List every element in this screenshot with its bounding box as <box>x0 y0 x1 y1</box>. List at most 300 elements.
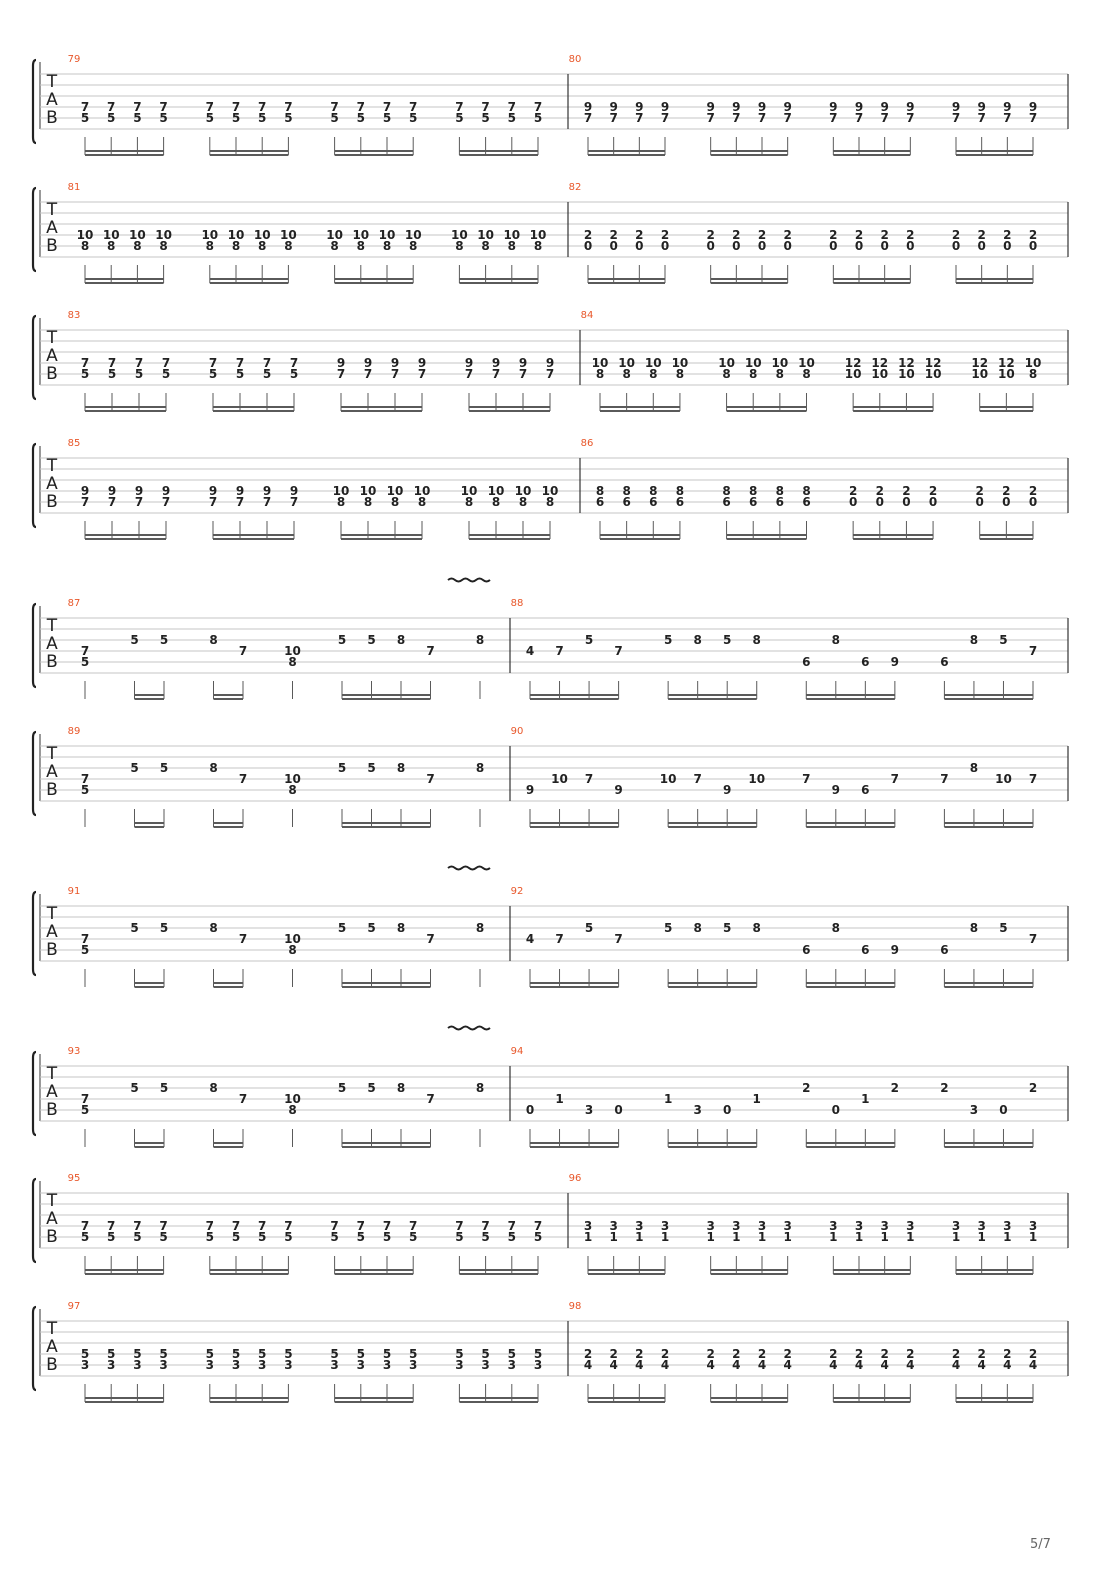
fret-number: 2 <box>1028 228 1038 242</box>
fret-number: 5 <box>356 1230 365 1244</box>
fret-number: 4 <box>525 932 535 946</box>
tab-system <box>33 1027 1068 1148</box>
fret-number: 5 <box>159 761 169 775</box>
tab-note <box>330 1347 338 1402</box>
tab-note <box>609 228 617 283</box>
tab-note <box>906 228 914 283</box>
fret-number: 0 <box>999 1103 1008 1117</box>
fret-number: 5 <box>235 367 245 381</box>
tab-note <box>258 1219 266 1274</box>
fret-number: 2 <box>951 228 961 242</box>
tab-note <box>130 921 138 987</box>
fret-number: 0 <box>732 239 741 253</box>
fret-number: 5 <box>205 1347 214 1361</box>
fret-number: 5 <box>330 1347 339 1361</box>
fret-number: 2 <box>609 1347 618 1361</box>
fret-number: 9 <box>545 356 555 370</box>
fret-number: 5 <box>507 1347 516 1361</box>
fret-number: 0 <box>660 239 670 253</box>
fret-number: 2 <box>802 1081 811 1095</box>
tab-note <box>614 932 622 987</box>
fret-number: 5 <box>159 1347 168 1361</box>
fret-number: 0 <box>829 239 838 253</box>
tab-note <box>232 100 240 155</box>
fret-number: 10 <box>326 228 343 242</box>
fret-number: 10 <box>129 228 146 242</box>
fret-number: 5 <box>507 1230 516 1244</box>
tab-note <box>977 228 985 283</box>
fret-number: 8 <box>80 239 90 253</box>
fret-number: 5 <box>481 1230 490 1244</box>
fret-number: 9 <box>829 100 838 114</box>
fret-number: 7 <box>330 1219 339 1233</box>
fret-number: 0 <box>1003 239 1012 253</box>
fret-number: 8 <box>1028 367 1038 381</box>
tab-note <box>622 484 630 539</box>
tab-note <box>160 1081 168 1147</box>
fret-number: 10 <box>284 1092 301 1106</box>
fret-number: 10 <box>460 484 478 498</box>
tab-note <box>461 484 478 539</box>
fret-number: 4 <box>977 1358 986 1372</box>
fret-number: 0 <box>1002 495 1011 509</box>
fret-number: 6 <box>940 943 949 957</box>
fret-number: 5 <box>133 1347 142 1361</box>
fret-number: 3 <box>829 1219 838 1233</box>
tab-system <box>33 1301 1068 1402</box>
clef-letter-b: B <box>46 652 58 672</box>
fret-number: 8 <box>507 239 516 253</box>
fret-number: 7 <box>757 111 767 125</box>
fret-number: 5 <box>130 1081 139 1095</box>
tab-note <box>783 1347 791 1402</box>
fret-number: 7 <box>208 495 218 509</box>
fret-number: 7 <box>107 100 116 114</box>
tab-note <box>555 932 563 987</box>
fret-number: 10 <box>451 228 468 242</box>
fret-number: 0 <box>614 1103 623 1117</box>
fret-number: 9 <box>660 100 670 114</box>
tab-note <box>508 1347 516 1402</box>
fret-number: 7 <box>80 1092 90 1106</box>
tab-note <box>952 1219 960 1274</box>
tab-note <box>364 356 372 411</box>
clef-letter-a: A <box>46 474 58 494</box>
fret-number: 8 <box>545 495 555 509</box>
fret-number: 7 <box>880 111 889 125</box>
tab-note <box>898 356 915 411</box>
fret-number: 1 <box>1028 1230 1038 1244</box>
fret-number: 7 <box>426 1092 435 1106</box>
fret-number: 3 <box>481 1358 490 1372</box>
tab-note <box>555 1092 563 1147</box>
tab-note <box>465 356 473 411</box>
tab-note <box>357 1219 365 1274</box>
fret-number: 8 <box>533 239 543 253</box>
fret-number: 0 <box>977 239 986 253</box>
tab-note <box>481 100 489 155</box>
clef-letter-t: T <box>46 456 58 476</box>
fret-number: 7 <box>890 772 900 786</box>
fret-number: 9 <box>80 484 90 498</box>
fret-number: 8 <box>455 239 464 253</box>
fret-number: 8 <box>775 484 785 498</box>
fret-number: 7 <box>1028 644 1038 658</box>
fret-number: 5 <box>231 111 241 125</box>
fret-number: 6 <box>940 655 949 669</box>
tab-note <box>338 761 346 827</box>
fret-number: 7 <box>238 644 248 658</box>
fret-number: 8 <box>396 1081 406 1095</box>
tab-note <box>107 1347 115 1402</box>
fret-number: 0 <box>757 239 767 253</box>
fret-number: 4 <box>757 1358 767 1372</box>
tab-note <box>861 1092 869 1147</box>
tab-note <box>159 100 167 155</box>
fret-number: 6 <box>622 495 631 509</box>
tab-note <box>661 228 669 283</box>
fret-number: 7 <box>80 356 90 370</box>
fret-number: 1 <box>951 1230 961 1244</box>
fret-number: 8 <box>382 239 392 253</box>
clef-letter-a: A <box>46 762 58 782</box>
fret-number: 8 <box>356 239 365 253</box>
tab-note <box>476 761 484 827</box>
fret-number: 5 <box>584 633 594 647</box>
fret-number: 7 <box>205 1219 214 1233</box>
tab-note <box>526 644 534 699</box>
fret-number: 7 <box>1028 111 1038 125</box>
fret-number: 8 <box>675 484 685 498</box>
tab-note <box>802 484 810 539</box>
tab-note <box>609 1347 617 1402</box>
fret-number: 10 <box>995 772 1012 786</box>
fret-number: 5 <box>284 111 293 125</box>
fret-number: 7 <box>80 1219 90 1233</box>
fret-number: 5 <box>80 1347 90 1361</box>
fret-number: 5 <box>533 111 543 125</box>
tab-note <box>236 356 244 411</box>
fret-number: 7 <box>133 100 142 114</box>
tab-note <box>891 772 899 827</box>
tab-note <box>676 484 684 539</box>
tab-note <box>952 1347 960 1402</box>
tab-note <box>290 484 298 539</box>
tab-note <box>706 100 714 155</box>
tab-note <box>284 644 301 699</box>
fret-number: 5 <box>356 1347 365 1361</box>
tab-note <box>661 100 669 155</box>
fret-number: 7 <box>609 111 618 125</box>
fret-number: 5 <box>80 367 90 381</box>
clef-letter-t: T <box>46 200 58 220</box>
tab-note <box>1029 644 1037 699</box>
fret-number: 7 <box>382 1219 392 1233</box>
measure-number: 86 <box>580 438 594 449</box>
tab-note <box>693 772 701 827</box>
tab-note <box>1029 484 1037 539</box>
tab-note <box>426 1092 434 1147</box>
measure-number: 80 <box>568 54 582 65</box>
tab-note <box>861 655 869 699</box>
fret-number: 3 <box>977 1219 986 1233</box>
fret-number: 5 <box>367 921 376 935</box>
fret-number: 9 <box>289 484 299 498</box>
fret-number: 3 <box>356 1358 365 1372</box>
fret-number: 2 <box>880 228 889 242</box>
page-number: 5/7 <box>1030 1537 1051 1552</box>
fret-number: 7 <box>481 1219 490 1233</box>
fret-number: 7 <box>336 367 346 381</box>
tab-note <box>383 100 391 155</box>
fret-number: 7 <box>258 1219 267 1233</box>
fret-number: 7 <box>356 1219 365 1233</box>
tab-note <box>236 484 244 539</box>
fret-number: 10 <box>541 484 559 498</box>
fret-number: 1 <box>752 1092 761 1106</box>
fret-number: 7 <box>518 367 528 381</box>
tab-note <box>239 1092 247 1147</box>
fret-number: 8 <box>107 239 116 253</box>
tab-note <box>81 1092 89 1147</box>
fret-number: 5 <box>80 1230 90 1244</box>
fret-number: 3 <box>635 1219 644 1233</box>
fret-number: 7 <box>107 1219 116 1233</box>
fret-number: 3 <box>133 1358 142 1372</box>
tab-note <box>107 100 115 155</box>
fret-number: 10 <box>898 367 915 381</box>
fret-number: 7 <box>231 1219 241 1233</box>
vibrato-mark <box>448 579 490 582</box>
clef-letter-t: T <box>46 904 58 924</box>
fret-number: 12 <box>924 356 942 370</box>
fret-number: 7 <box>262 495 272 509</box>
tab-note <box>555 644 563 699</box>
fret-number: 0 <box>880 239 889 253</box>
clef-letter-b: B <box>46 1227 58 1247</box>
fret-number: 5 <box>258 1347 267 1361</box>
tab-note <box>451 228 468 283</box>
tab-note <box>162 484 170 539</box>
fret-number: 7 <box>235 495 245 509</box>
fret-number: 9 <box>208 484 218 498</box>
tab-note <box>861 943 869 987</box>
fret-number: 7 <box>584 772 594 786</box>
fret-number: 2 <box>1028 1081 1038 1095</box>
fret-number: 5 <box>205 111 214 125</box>
tab-note <box>1029 1347 1037 1402</box>
clef-letter-a: A <box>46 922 58 942</box>
tab-note <box>1029 1081 1037 1147</box>
fret-number: 5 <box>107 111 116 125</box>
fret-number: 5 <box>80 783 90 797</box>
tab-note <box>239 772 247 827</box>
tab-note <box>426 932 434 987</box>
fret-number: 5 <box>134 367 144 381</box>
fret-number: 8 <box>722 367 731 381</box>
fret-number: 7 <box>80 495 90 509</box>
tab-note <box>383 1219 391 1274</box>
fret-number: 5 <box>382 111 392 125</box>
fret-number: 3 <box>906 1219 915 1233</box>
fret-number: 8 <box>802 367 811 381</box>
fret-number: 7 <box>409 1219 418 1233</box>
tab-note <box>649 484 657 539</box>
tab-note <box>832 633 840 699</box>
tab-system <box>33 579 1068 700</box>
fret-number: 3 <box>258 1358 267 1372</box>
vibrato-mark <box>448 1027 490 1030</box>
clef-letter-b: B <box>46 492 58 512</box>
fret-number: 5 <box>337 1081 347 1095</box>
tab-note <box>645 356 662 411</box>
tab-note <box>664 633 672 699</box>
fret-number: 8 <box>209 921 218 935</box>
measure-number: 93 <box>67 1046 81 1057</box>
measure-number: 83 <box>67 310 81 321</box>
tab-note <box>209 761 217 827</box>
fret-number: 7 <box>238 1092 248 1106</box>
system-bracket <box>33 1307 36 1390</box>
tab-note <box>526 932 534 987</box>
fret-number: 10 <box>998 367 1015 381</box>
fret-number: 5 <box>284 1347 293 1361</box>
tab-note <box>871 356 888 411</box>
fret-number: 12 <box>871 356 889 370</box>
fret-number: 10 <box>227 228 245 242</box>
tab-note <box>232 1219 240 1274</box>
tab-note <box>855 1347 863 1402</box>
tab-note <box>758 100 766 155</box>
tab-note <box>1029 932 1037 987</box>
tab-note <box>81 100 89 155</box>
clef-letter-a: A <box>46 218 58 238</box>
fret-number: 0 <box>951 239 961 253</box>
tab-note <box>880 1347 888 1402</box>
tab-note <box>239 932 247 987</box>
fret-number: 7 <box>491 367 501 381</box>
fret-number: 8 <box>831 633 840 647</box>
fret-number: 3 <box>693 1103 702 1117</box>
tab-note <box>209 484 217 539</box>
tab-note <box>723 1103 731 1147</box>
tab-note <box>492 356 500 411</box>
clef-letter-b: B <box>46 1100 58 1120</box>
fret-number: 7 <box>80 772 90 786</box>
tab-system <box>33 54 1068 155</box>
fret-number: 3 <box>732 1219 741 1233</box>
fret-number: 9 <box>906 100 915 114</box>
fret-number: 4 <box>583 1358 593 1372</box>
tab-note <box>206 100 214 155</box>
fret-number: 10 <box>659 772 677 786</box>
fret-number: 12 <box>971 356 989 370</box>
tab-note <box>661 1347 669 1402</box>
fret-number: 5 <box>663 921 673 935</box>
tab-note <box>745 356 762 411</box>
fret-number: 7 <box>161 495 171 509</box>
system-bracket <box>33 1179 36 1262</box>
tab-note <box>426 644 434 699</box>
fret-number: 6 <box>802 943 811 957</box>
tab-note <box>706 228 714 283</box>
tab-note <box>81 484 89 539</box>
fret-number: 10 <box>253 228 271 242</box>
fret-number: 5 <box>356 111 365 125</box>
tab-note <box>829 1219 837 1274</box>
tab-note <box>160 921 168 987</box>
fret-number: 5 <box>130 761 139 775</box>
tab-note <box>970 921 978 987</box>
tab-note <box>1003 100 1011 155</box>
fret-number: 3 <box>330 1358 339 1372</box>
clef-letter-a: A <box>46 90 58 110</box>
measure-number: 79 <box>67 54 81 65</box>
fret-number: 10 <box>748 772 766 786</box>
fret-number: 9 <box>783 100 792 114</box>
tab-note <box>81 644 89 699</box>
fret-number: 5 <box>80 1103 90 1117</box>
fret-number: 2 <box>706 1347 715 1361</box>
fret-number: 10 <box>284 772 301 786</box>
system-bracket <box>33 732 36 815</box>
fret-number: 8 <box>159 239 168 253</box>
fret-number: 1 <box>635 1230 644 1244</box>
fret-number: 10 <box>1024 356 1042 370</box>
fret-number: 5 <box>107 1347 116 1361</box>
fret-number: 2 <box>928 484 938 498</box>
tab-note <box>940 772 948 827</box>
tab-note <box>130 761 138 827</box>
tab-note <box>379 228 396 283</box>
fret-number: 3 <box>783 1219 792 1233</box>
tab-note <box>829 1347 837 1402</box>
clef-letter-t: T <box>46 616 58 636</box>
fret-number: 8 <box>133 239 142 253</box>
fret-number: 2 <box>906 1347 915 1361</box>
tab-note <box>999 1103 1007 1147</box>
tab-note <box>352 228 369 283</box>
fret-number: 1 <box>706 1230 715 1244</box>
tab-note <box>477 228 494 283</box>
clef-letter-b: B <box>46 236 58 256</box>
fret-number: 2 <box>880 1347 889 1361</box>
fret-number: 3 <box>382 1358 392 1372</box>
fret-number: 9 <box>831 783 840 797</box>
fret-number: 2 <box>902 484 911 498</box>
fret-number: 10 <box>718 356 735 370</box>
tab-system <box>33 867 1068 988</box>
tab-note <box>206 1219 214 1274</box>
tab-note <box>455 100 463 155</box>
fret-number: 7 <box>426 932 435 946</box>
fret-number: 8 <box>288 655 297 669</box>
clef-letter-t: T <box>46 72 58 92</box>
clef-letter-t: T <box>46 1191 58 1211</box>
fret-number: 2 <box>854 1347 864 1361</box>
tab-system <box>33 1173 1068 1274</box>
fret-number: 7 <box>455 100 464 114</box>
system-bracket <box>33 316 36 399</box>
measure-number: 90 <box>510 726 524 737</box>
fret-number: 6 <box>861 655 870 669</box>
fret-number: 1 <box>660 1230 670 1244</box>
fret-number: 5 <box>455 111 464 125</box>
tab-note <box>977 100 985 155</box>
tab-note <box>476 633 484 699</box>
fret-number: 5 <box>258 1230 267 1244</box>
measure-number: 98 <box>568 1301 582 1312</box>
